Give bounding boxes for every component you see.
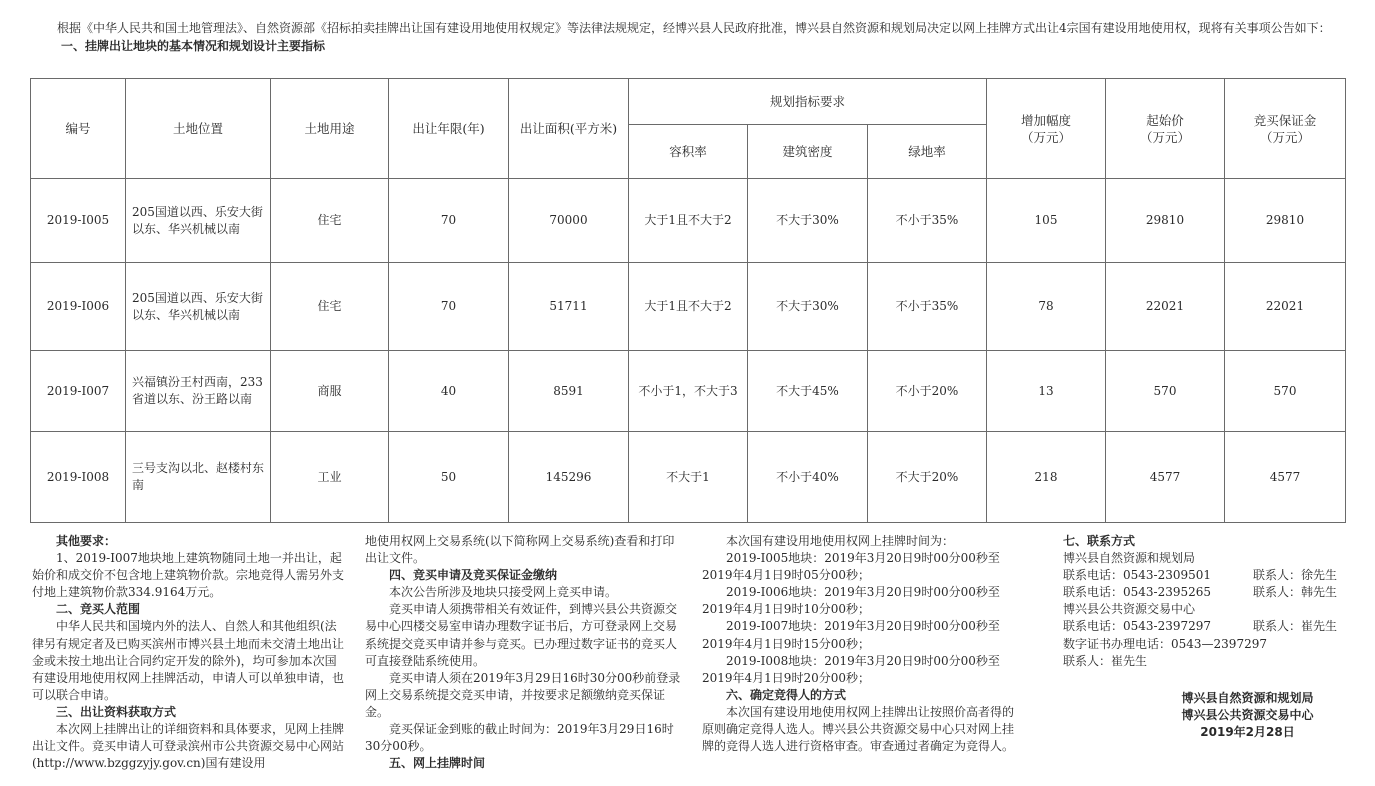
- section-4-p2: 竞买申请人须携带相关有效证件，到博兴县公共资源交易中心四楼交易室申请办理数字证书后，方可登录网上交易系统提交竞买申请并参与竞买。已办理过数字证书的竞买人可直接登陆系统使用。: [365, 602, 678, 668]
- header-use: 土地用途: [271, 79, 389, 179]
- listing-time-intro: 本次国有建设用地使用权网上挂牌时间为：: [726, 534, 955, 548]
- section-4-p1: 本次公告所涉及地块只接受网上竞买申请。: [389, 585, 618, 600]
- cell-location: 205国道以西、乐安大街以东、华兴机械以南: [126, 179, 271, 263]
- cell-deposit: 4577: [1225, 432, 1346, 523]
- contact-phone: 联系电话：0543-2397297: [1063, 619, 1212, 634]
- header-planning: 规划指标要求: [629, 79, 987, 125]
- section-6-text: 本次国有建设用地使用权网上挂牌出让按照价高者得的原则确定竞得人选人。博兴县公共资源交易中心只对网上挂牌的竞得人选人进行资格审查。审查通过者确定为竞得人。: [702, 704, 1015, 754]
- certificate-phone: 数字证书办理电话：0543—2397297: [1063, 636, 1267, 651]
- cell-density: 不大于30%: [748, 263, 868, 351]
- cell-use: 工业: [271, 432, 389, 523]
- cell-term: 70: [389, 179, 509, 263]
- cell-green: 不小于35%: [868, 179, 987, 263]
- header-increment: 增加幅度 （万元）: [987, 79, 1106, 179]
- intro-paragraph: 根据《中华人民共和国土地管理法》、自然资源部《招标拍卖挂牌出让国有建设用地使用权规定》等法律法规规定，经博兴县人民政府批准，博兴县自然资源和规划局决定以网上挂牌方式出让4宗国有建设用地使用权，现将有关事项公告如下：: [57, 21, 1331, 35]
- cell-far: 大于1且不大于2: [629, 179, 748, 263]
- listing-time-i008: 2019-I008地块：2019年3月20日9时00分00秒至2019年4月1日9时20分00秒；: [702, 653, 1000, 685]
- cell-increment: 78: [987, 263, 1106, 351]
- header-deposit: 竞买保证金 （万元）: [1225, 79, 1346, 179]
- contact-org-2: 博兴县公共资源交易中心: [1063, 602, 1196, 617]
- cell-location: 三号支沟以北、赵楼村东南: [126, 432, 271, 523]
- cell-green: 不小于20%: [868, 351, 987, 432]
- cell-code: 2019-I005: [31, 179, 126, 263]
- contact-phone: 联系电话：0543-2309501: [1063, 568, 1212, 583]
- cell-start-price: 29810: [1106, 179, 1225, 263]
- cell-density: 不大于30%: [748, 179, 868, 263]
- table-row: [31, 432, 1346, 523]
- other-requirements-heading: 其他要求：: [56, 534, 117, 548]
- cell-deposit: 22021: [1225, 263, 1346, 351]
- column-4: [1063, 533, 1345, 670]
- cell-deposit: 29810: [1225, 179, 1346, 263]
- cell-density: 不小于40%: [748, 432, 868, 523]
- cell-increment: 105: [987, 179, 1106, 263]
- land-parcel-table: [30, 78, 1346, 523]
- section-4-p3: 竞买申请人须在2019年3月29日16时30分00秒前登录网上交易系统提交竞买申请，并按要求足额缴纳竞买保证金。: [365, 670, 681, 719]
- cell-use: 商服: [271, 351, 389, 432]
- cell-location: 兴福镇汾王村西南，233省道以东、汾王路以南: [126, 351, 271, 432]
- section-3-heading: 三、出让资料获取方式: [56, 704, 177, 719]
- cell-far: 不大于1: [629, 432, 748, 523]
- table-row: [31, 263, 1346, 351]
- cell-term: 40: [389, 351, 509, 432]
- contact-phone: 联系电话：0543-2395265: [1063, 585, 1212, 600]
- cell-start-price: 22021: [1106, 263, 1225, 351]
- section-1-heading: 一、挂牌出让地块的基本情况和规划设计主要指标: [61, 39, 326, 53]
- signature-block: [1150, 690, 1345, 741]
- cell-term: 50: [389, 432, 509, 523]
- contact-person: 联系人：徐先生: [1253, 568, 1338, 583]
- section-7-heading: 七、联系方式: [1063, 534, 1136, 548]
- contact-row: [1063, 584, 1345, 601]
- listing-time-i005: 2019-I005地块：2019年3月20日9时00分00秒至2019年4月1日9时05分00秒；: [702, 551, 1000, 583]
- cell-increment: 218: [987, 432, 1106, 523]
- listing-time-i007: 2019-I007地块：2019年3月20日9时00分00秒至2019年4月1日9时15分00秒；: [702, 619, 1000, 651]
- cell-area: 70000: [509, 179, 629, 263]
- cell-green: 不小于35%: [868, 263, 987, 351]
- cell-increment: 13: [987, 351, 1106, 432]
- contact-row: [1063, 618, 1345, 635]
- table-row: [31, 179, 1346, 263]
- header-start-price: 起始价 （万元）: [1106, 79, 1225, 179]
- cell-area: 8591: [509, 351, 629, 432]
- section-2-heading: 二、竞买人范围: [56, 602, 141, 617]
- cell-green: 不大于20%: [868, 432, 987, 523]
- section-3-text: 本次网上挂牌出让的详细资料和具体要求，见网上挂牌出让文件。竞买申请人可登录滨州市公共资源交易中心网站(http://www.bzggzyjy.gov.cn)国有建设用: [32, 722, 345, 771]
- cell-far: 大于1且不大于2: [629, 263, 748, 351]
- cell-area: 51711: [509, 263, 629, 351]
- cell-code: 2019-I006: [31, 263, 126, 351]
- contact-person: 联系人：崔先生: [1253, 619, 1338, 634]
- signature-org-1: 博兴县自然资源和规划局: [1181, 691, 1314, 705]
- cell-term: 70: [389, 263, 509, 351]
- column-2: [365, 533, 683, 772]
- cell-start-price: 4577: [1106, 432, 1225, 523]
- header-location: 土地位置: [126, 79, 271, 179]
- header-far: 容积率: [629, 125, 748, 179]
- section-3-continued: 地使用权网上交易系统(以下简称网上交易系统)查看和打印出让文件。: [365, 534, 675, 566]
- header-area: 出让面积(平方米): [509, 79, 629, 179]
- announcement-intro: [43, 20, 1343, 54]
- section-5-heading: 五、网上挂牌时间: [389, 756, 486, 771]
- cell-area: 145296: [509, 432, 629, 523]
- contact-person: 联系人：韩先生: [1253, 585, 1338, 600]
- section-6-heading: 六、确定竞得人的方式: [726, 687, 847, 702]
- signature-org-2: 博兴县公共资源交易中心: [1181, 708, 1314, 722]
- cell-deposit: 570: [1225, 351, 1346, 432]
- section-4-p4: 竞买保证金到账的截止时间为：2019年3月29日16时30分00秒。: [365, 722, 674, 754]
- column-1: [32, 533, 348, 772]
- cell-location: 205国道以西、乐安大街以东、华兴机械以南: [126, 263, 271, 351]
- cell-code: 2019-I007: [31, 351, 126, 432]
- header-term: 出让年限(年): [389, 79, 509, 179]
- other-requirements-text: 1、2019-I007地块地上建筑物随同土地一并出让，起始价和成交价不包含地上建筑物价款。宗地竞得人需另外支付地上建筑物价款334.9164万元。: [32, 551, 345, 600]
- cell-code: 2019-I008: [31, 432, 126, 523]
- table-row: [31, 351, 1346, 432]
- contact-org-1: 博兴县自然资源和规划局: [1063, 551, 1196, 566]
- header-code: 编号: [31, 79, 126, 179]
- cell-use: 住宅: [271, 179, 389, 263]
- section-4-heading: 四、竞买申请及竞买保证金缴纳: [389, 568, 558, 583]
- section-2-text: 中华人民共和国境内外的法人、自然人和其他组织(法律另有规定者及已购买滨州市博兴县土地而未交清土地出让金或未按土地出让合同约定开发的除外)，均可参加本次国有建设用地使用权网上挂牌活动，申请人可以单独申请，也可以联合申请。: [32, 619, 345, 702]
- signature-date: 2019年2月28日: [1200, 725, 1295, 739]
- header-density: 建筑密度: [748, 125, 868, 179]
- column-3: [702, 533, 1020, 755]
- listing-time-i006: 2019-I006地块：2019年3月20日9时00分00秒至2019年4月1日9时10分00秒；: [702, 585, 1000, 617]
- cell-use: 住宅: [271, 263, 389, 351]
- header-green: 绿地率: [868, 125, 987, 179]
- cell-density: 不大于45%: [748, 351, 868, 432]
- cell-start-price: 570: [1106, 351, 1225, 432]
- certificate-contact: 联系人：崔先生: [1063, 653, 1148, 668]
- cell-far: 不小于1，不大于3: [629, 351, 748, 432]
- contact-row: [1063, 567, 1345, 584]
